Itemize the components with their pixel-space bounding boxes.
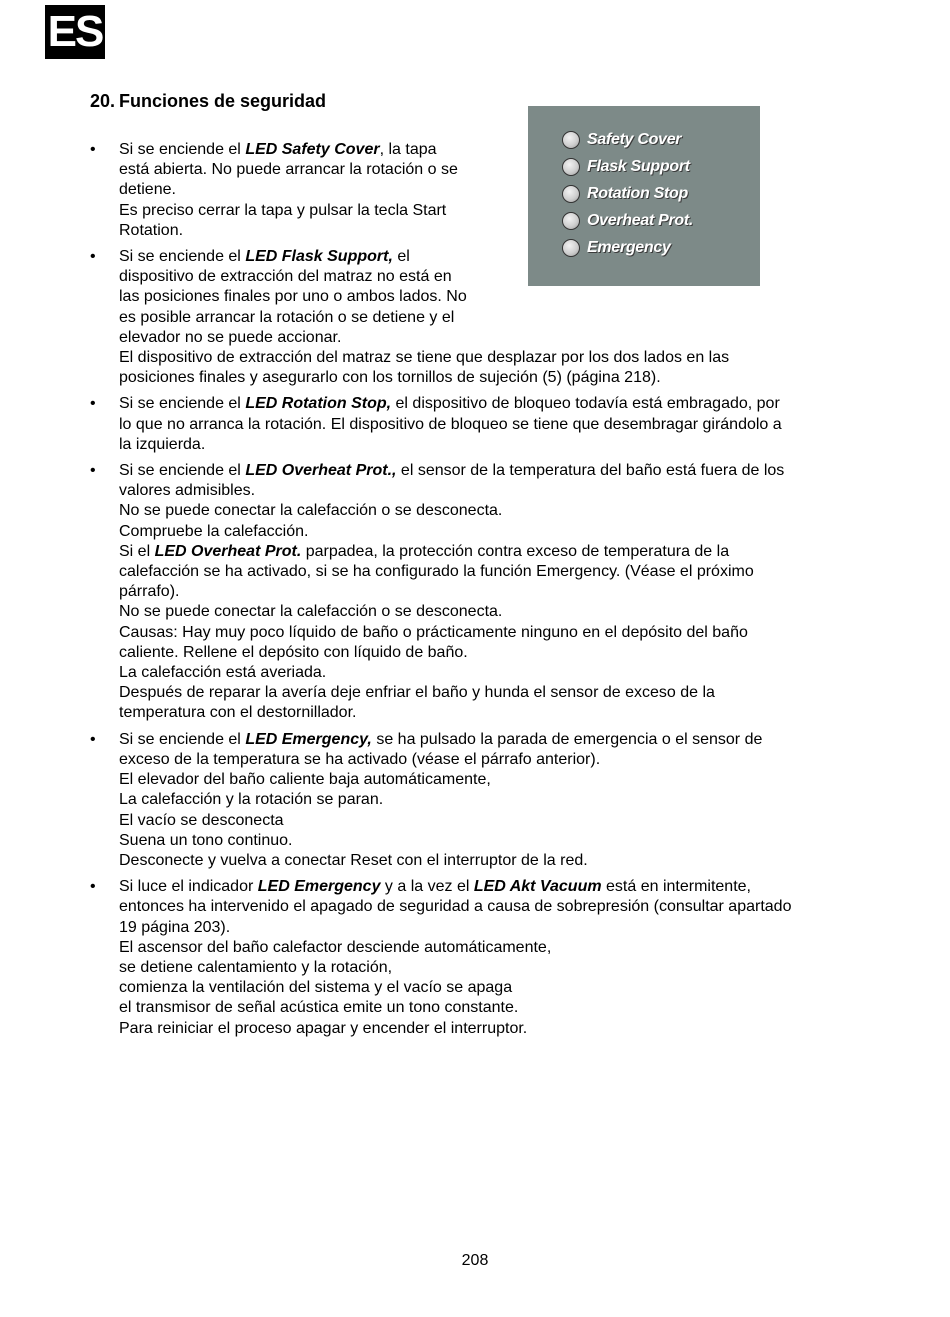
- section-number: 20.: [90, 91, 116, 111]
- paragraph-line: es posible arrancar la rotación o se detiene y el: [119, 308, 455, 326]
- paragraph-line: Causas: Hay muy poco líquido de baño o prácticamente ninguno en el depósito del baño: [119, 623, 748, 641]
- list-item-emergency: [90, 730, 880, 871]
- paragraph-line: Si el LED Overheat Prot. parpadea, la protección contra exceso de temperatura de la: [119, 542, 730, 560]
- language-badge: ES: [45, 5, 105, 59]
- bullet: •: [90, 730, 96, 748]
- list-item-rotation-stop: [90, 394, 880, 455]
- paragraph-line: Si luce el indicador LED Emergency y a la vez el LED Akt Vacuum está en intermitente,: [119, 878, 751, 896]
- bullet: •: [90, 462, 96, 480]
- paragraph-line: Para reiniciar el proceso apagar y encender el interruptor.: [119, 1019, 528, 1037]
- paragraph-line: Si se enciende el LED Rotation Stop, el dispositivo de bloqueo todavía está embragado, por: [119, 395, 780, 413]
- paragraph-line: El elevador del baño caliente baja automáticamente,: [119, 771, 491, 789]
- paragraph-line: temperatura con el destornillador.: [119, 704, 357, 722]
- document-body: [90, 140, 880, 1045]
- led-reference: LED Flask Support,: [245, 248, 393, 266]
- paragraph-line: Compruebe la calefacción.: [119, 522, 309, 540]
- paragraph-line: Suena un tono continuo.: [119, 831, 293, 849]
- paragraph-line: caliente. Rellene el depósito con líquido de baño.: [119, 643, 468, 661]
- led-reference: LED Emergency: [257, 878, 381, 896]
- paragraph-line: comienza la ventilación del sistema y el vacío se apaga: [119, 979, 513, 997]
- paragraph-line: Desconecte y vuelva a conectar Reset con el interruptor de la red.: [119, 851, 588, 869]
- led-reference: LED Overheat Prot.,: [245, 462, 397, 480]
- led-label: Overheat Prot.: [587, 212, 694, 229]
- led-reference: LED Overheat Prot.: [154, 542, 302, 560]
- led-reference: LED Akt Vacuum: [473, 878, 602, 896]
- bullet: •: [90, 878, 96, 896]
- section-heading: [90, 91, 326, 112]
- paragraph-line: posiciones finales y asegurarlo con los tornillos de sujeción (5) (página 218).: [119, 369, 661, 387]
- bullet: •: [90, 141, 96, 158]
- paragraph-line: La calefacción y la rotación se paran.: [119, 791, 384, 809]
- section-title: Funciones de seguridad: [119, 91, 327, 111]
- list-item-safety-cover: [90, 140, 504, 241]
- list-item-emergency-vacuum: [90, 877, 880, 1039]
- paragraph-line: calefacción se ha activado, si se ha configurado la función Emergency. (Véase el próximo: [119, 563, 754, 581]
- paragraph-line: detiene.: [119, 181, 176, 199]
- paragraph-line: Es preciso cerrar la tapa y pulsar la tecla Start: [119, 201, 447, 219]
- paragraph-line: El dispositivo de extracción del matraz se tiene que desplazar por los dos lados en las: [119, 349, 730, 367]
- paragraph-line: La calefacción está averiada.: [119, 664, 327, 682]
- paragraph-line: valores admisibles.: [119, 482, 256, 500]
- paragraph-line: párrafo).: [119, 583, 180, 601]
- led-reference: LED Rotation Stop,: [245, 395, 392, 413]
- list-item-overheat-prot: [90, 461, 880, 724]
- paragraph-line: se detiene calentamiento y la rotación,: [119, 958, 393, 976]
- led-label: Emergency: [587, 239, 671, 256]
- paragraph-line: Después de reparar la avería deje enfriar el baño y hunda el sensor de exceso de la: [119, 684, 715, 702]
- led-label: Rotation Stop: [587, 185, 688, 202]
- paragraph-line: dispositivo de extracción del matraz no está en: [119, 268, 452, 286]
- paragraph-line: elevador no se puede accionar.: [119, 328, 342, 346]
- led-label: Safety Cover: [587, 131, 682, 148]
- page-number: 208: [461, 1252, 489, 1269]
- paragraph-line: la izquierda.: [119, 435, 206, 453]
- paragraph-line: Si se enciende el LED Overheat Prot., el sensor de la temperatura del baño está fuera de los: [119, 462, 785, 480]
- paragraph-line: Si se enciende el LED Flask Support, el: [119, 248, 410, 266]
- paragraph-line: El ascensor del baño calefactor desciende automáticamente,: [119, 938, 552, 956]
- bullet: •: [90, 395, 96, 413]
- led-reference: LED Safety Cover: [245, 141, 380, 158]
- paragraph-line: lo que no arranca la rotación. El dispositivo de bloqueo se tiene que desembragar girándolo a: [119, 415, 782, 433]
- led-reference: LED Emergency,: [245, 730, 372, 748]
- paragraph-line: 19 página 203).: [119, 918, 231, 936]
- paragraph-line: No se puede conectar la calefacción o se desconecta.: [119, 603, 503, 621]
- paragraph-line: entonces ha intervenido el apagado de seguridad a causa de sobrepresión (consultar apartado: [119, 898, 792, 916]
- paragraph-line: No se puede conectar la calefacción o se desconecta.: [119, 502, 503, 520]
- paragraph-line: está abierta. No puede arrancar la rotación o se: [119, 161, 458, 179]
- paragraph-line: Si se enciende el LED Emergency, se ha pulsado la parada de emergencia o el sensor de: [119, 730, 763, 748]
- paragraph-line: Si se enciende el LED Safety Cover, la tapa: [119, 141, 437, 158]
- paragraph-line: exceso de la temperatura se ha activado (véase el párrafo anterior).: [119, 750, 601, 768]
- paragraph-line: Rotation.: [119, 221, 184, 239]
- paragraph-line: El vacío se desconecta: [119, 811, 284, 829]
- paragraph-line: las posiciones finales por uno o ambos lados. No: [119, 288, 467, 306]
- bullet: •: [90, 248, 96, 266]
- paragraph-line: el transmisor de señal acústica emite un tono constante.: [119, 999, 519, 1017]
- led-label: Flask Support: [587, 158, 690, 175]
- list-item-flask-support: [90, 247, 880, 388]
